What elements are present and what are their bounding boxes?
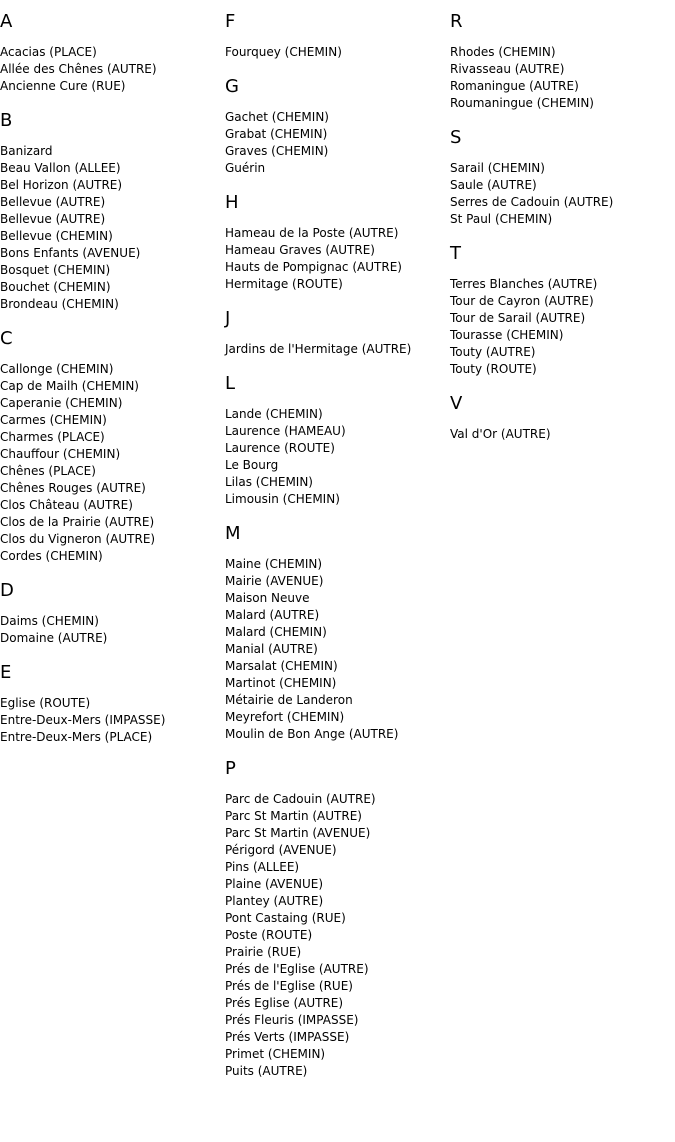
letter-group-j <box>225 309 450 358</box>
street-list <box>225 109 450 177</box>
letter-group-d <box>0 581 225 647</box>
street-item: Marsalat (CHEMIN) <box>225 659 338 673</box>
street-item: Pont Castaing (RUE) <box>225 911 346 925</box>
street-item: Prés de l'Eglise (AUTRE) <box>225 962 369 976</box>
letter-heading: C <box>0 328 13 349</box>
street-item: Domaine (AUTRE) <box>0 631 108 645</box>
street-item: Brondeau (CHEMIN) <box>0 297 119 311</box>
street-item: Entre-Deux-Mers (IMPASSE) <box>0 713 166 727</box>
street-item: Périgord (AVENUE) <box>225 843 337 857</box>
street-item: Moulin de Bon Ange (AUTRE) <box>225 727 399 741</box>
street-item: Tour de Sarail (AUTRE) <box>450 311 586 325</box>
street-item: Eglise (ROUTE) <box>0 696 91 710</box>
street-column-3 <box>450 0 675 459</box>
street-list <box>0 361 225 565</box>
street-item: Malard (AUTRE) <box>225 608 320 622</box>
street-item: Callonge (CHEMIN) <box>0 362 114 376</box>
street-item: Caperanie (CHEMIN) <box>0 396 123 410</box>
street-item: Laurence (HAMEAU) <box>225 424 346 438</box>
street-item: Hameau de la Poste (AUTRE) <box>225 226 399 240</box>
street-item: Limousin (CHEMIN) <box>225 492 340 506</box>
street-item: Prairie (RUE) <box>225 945 302 959</box>
street-item: Tourasse (CHEMIN) <box>450 328 564 342</box>
street-item: Maison Neuve <box>225 591 310 605</box>
letter-heading: E <box>0 662 12 683</box>
letter-group-t <box>450 244 675 378</box>
street-item: Malard (CHEMIN) <box>225 625 327 639</box>
street-item: Entre-Deux-Mers (PLACE) <box>0 730 153 744</box>
street-column-2 <box>225 0 450 1096</box>
letter-group-g <box>225 77 450 177</box>
street-list <box>225 225 450 293</box>
street-item: Hameau Graves (AUTRE) <box>225 243 375 257</box>
street-item: Sarail (CHEMIN) <box>450 161 545 175</box>
letter-group-l <box>225 374 450 508</box>
street-item: Bosquet (CHEMIN) <box>0 263 111 277</box>
street-list <box>450 426 675 443</box>
street-list <box>225 44 450 61</box>
letter-heading: G <box>225 76 239 97</box>
letter-group-p <box>225 759 450 1080</box>
street-item: Saule (AUTRE) <box>450 178 537 192</box>
street-item: Beau Vallon (ALLEE) <box>0 161 121 175</box>
street-item: Charmes (PLACE) <box>0 430 105 444</box>
street-item: Parc St Martin (AUTRE) <box>225 809 362 823</box>
street-item: Daims (CHEMIN) <box>0 614 99 628</box>
street-item: Cordes (CHEMIN) <box>0 549 103 563</box>
street-list <box>225 791 450 1080</box>
letter-heading: P <box>225 758 236 779</box>
street-item: Puits (AUTRE) <box>225 1064 308 1078</box>
street-item: Grabat (CHEMIN) <box>225 127 328 141</box>
street-item: Poste (ROUTE) <box>225 928 313 942</box>
letter-group-c <box>0 329 225 565</box>
street-item: Bellevue (CHEMIN) <box>0 229 113 243</box>
street-item: Romaningue (AUTRE) <box>450 79 579 93</box>
letter-group-v <box>450 394 675 443</box>
street-item: Prés Eglise (AUTRE) <box>225 996 344 1010</box>
street-list <box>225 406 450 508</box>
street-list <box>0 695 225 746</box>
street-item: St Paul (CHEMIN) <box>450 212 553 226</box>
street-list <box>450 160 675 228</box>
street-item: Clos de la Prairie (AUTRE) <box>0 515 155 529</box>
street-item: Chênes (PLACE) <box>0 464 96 478</box>
street-item: Manial (AUTRE) <box>225 642 318 656</box>
street-item: Banizard <box>0 144 53 158</box>
street-item: Plaine (AVENUE) <box>225 877 323 891</box>
street-column-1 <box>0 0 225 762</box>
street-item: Parc St Martin (AVENUE) <box>225 826 371 840</box>
street-item: Lilas (CHEMIN) <box>225 475 313 489</box>
street-item: Carmes (CHEMIN) <box>0 413 107 427</box>
street-item: Chênes Rouges (AUTRE) <box>0 481 146 495</box>
street-item: Maine (CHEMIN) <box>225 557 323 571</box>
street-item: Acacias (PLACE) <box>0 45 97 59</box>
street-item: Graves (CHEMIN) <box>225 144 329 158</box>
street-item: Guérin <box>225 161 266 175</box>
street-item: Hauts de Pompignac (AUTRE) <box>225 260 402 274</box>
letter-group-e <box>0 663 225 746</box>
street-item: Chauffour (CHEMIN) <box>0 447 121 461</box>
street-item: Bons Enfants (AVENUE) <box>0 246 141 260</box>
letter-group-h <box>225 193 450 293</box>
street-item: Jardins de l'Hermitage (AUTRE) <box>225 342 412 356</box>
letter-heading: M <box>225 523 241 544</box>
letter-group-s <box>450 128 675 228</box>
street-item: Val d'Or (AUTRE) <box>450 427 551 441</box>
letter-heading: F <box>225 11 236 32</box>
street-item: Hermitage (ROUTE) <box>225 277 343 291</box>
street-list <box>225 556 450 743</box>
street-item: Rivasseau (AUTRE) <box>450 62 565 76</box>
letter-group-f <box>225 12 450 61</box>
letter-heading: T <box>450 243 461 264</box>
street-list <box>0 143 225 313</box>
letter-heading: J <box>225 308 231 329</box>
street-item: Bouchet (CHEMIN) <box>0 280 111 294</box>
street-item: Serres de Cadouin (AUTRE) <box>450 195 614 209</box>
letter-heading: S <box>450 127 462 148</box>
letter-group-a <box>0 12 225 95</box>
letter-heading: L <box>225 373 236 394</box>
street-item: Tour de Cayron (AUTRE) <box>450 294 594 308</box>
letter-group-m <box>225 524 450 743</box>
street-item: Ancienne Cure (RUE) <box>0 79 126 93</box>
street-item: Primet (CHEMIN) <box>225 1047 326 1061</box>
street-item: Bellevue (AUTRE) <box>0 212 106 226</box>
street-item: Le Bourg <box>225 458 279 472</box>
street-item: Touty (ROUTE) <box>450 362 537 376</box>
street-item: Lande (CHEMIN) <box>225 407 323 421</box>
street-item: Pins (ALLEE) <box>225 860 300 874</box>
street-item: Parc de Cadouin (AUTRE) <box>225 792 376 806</box>
letter-heading: B <box>0 110 13 131</box>
street-item: Clos du Vigneron (AUTRE) <box>0 532 156 546</box>
street-list <box>225 341 450 358</box>
street-item: Touty (AUTRE) <box>450 345 536 359</box>
street-list <box>450 276 675 378</box>
street-item: Bel Horizon (AUTRE) <box>0 178 123 192</box>
street-list <box>0 613 225 647</box>
street-item: Roumaningue (CHEMIN) <box>450 96 594 110</box>
letter-heading: V <box>450 393 463 414</box>
street-list <box>0 44 225 95</box>
street-item: Allée des Chênes (AUTRE) <box>0 62 157 76</box>
street-item: Clos Château (AUTRE) <box>0 498 133 512</box>
street-item: Cap de Mailh (CHEMIN) <box>0 379 139 393</box>
letter-heading: H <box>225 192 239 213</box>
letter-heading: A <box>0 11 13 32</box>
street-item: Meyrefort (CHEMIN) <box>225 710 345 724</box>
street-item: Plantey (AUTRE) <box>225 894 324 908</box>
street-item: Prés de l'Eglise (RUE) <box>225 979 353 993</box>
street-item: Métairie de Landeron <box>225 693 353 707</box>
street-item: Mairie (AVENUE) <box>225 574 324 588</box>
street-item: Prés Fleuris (IMPASSE) <box>225 1013 359 1027</box>
street-item: Rhodes (CHEMIN) <box>450 45 556 59</box>
letter-group-r <box>450 12 675 112</box>
street-item: Gachet (CHEMIN) <box>225 110 329 124</box>
street-list <box>450 44 675 112</box>
letter-group-b <box>0 111 225 313</box>
street-item: Bellevue (AUTRE) <box>0 195 106 209</box>
letter-heading: D <box>0 580 14 601</box>
street-item: Fourquey (CHEMIN) <box>225 45 342 59</box>
street-item: Terres Blanches (AUTRE) <box>450 277 598 291</box>
letter-heading: R <box>450 11 463 32</box>
street-item: Laurence (ROUTE) <box>225 441 335 455</box>
street-item: Prés Verts (IMPASSE) <box>225 1030 350 1044</box>
street-item: Martinot (CHEMIN) <box>225 676 337 690</box>
